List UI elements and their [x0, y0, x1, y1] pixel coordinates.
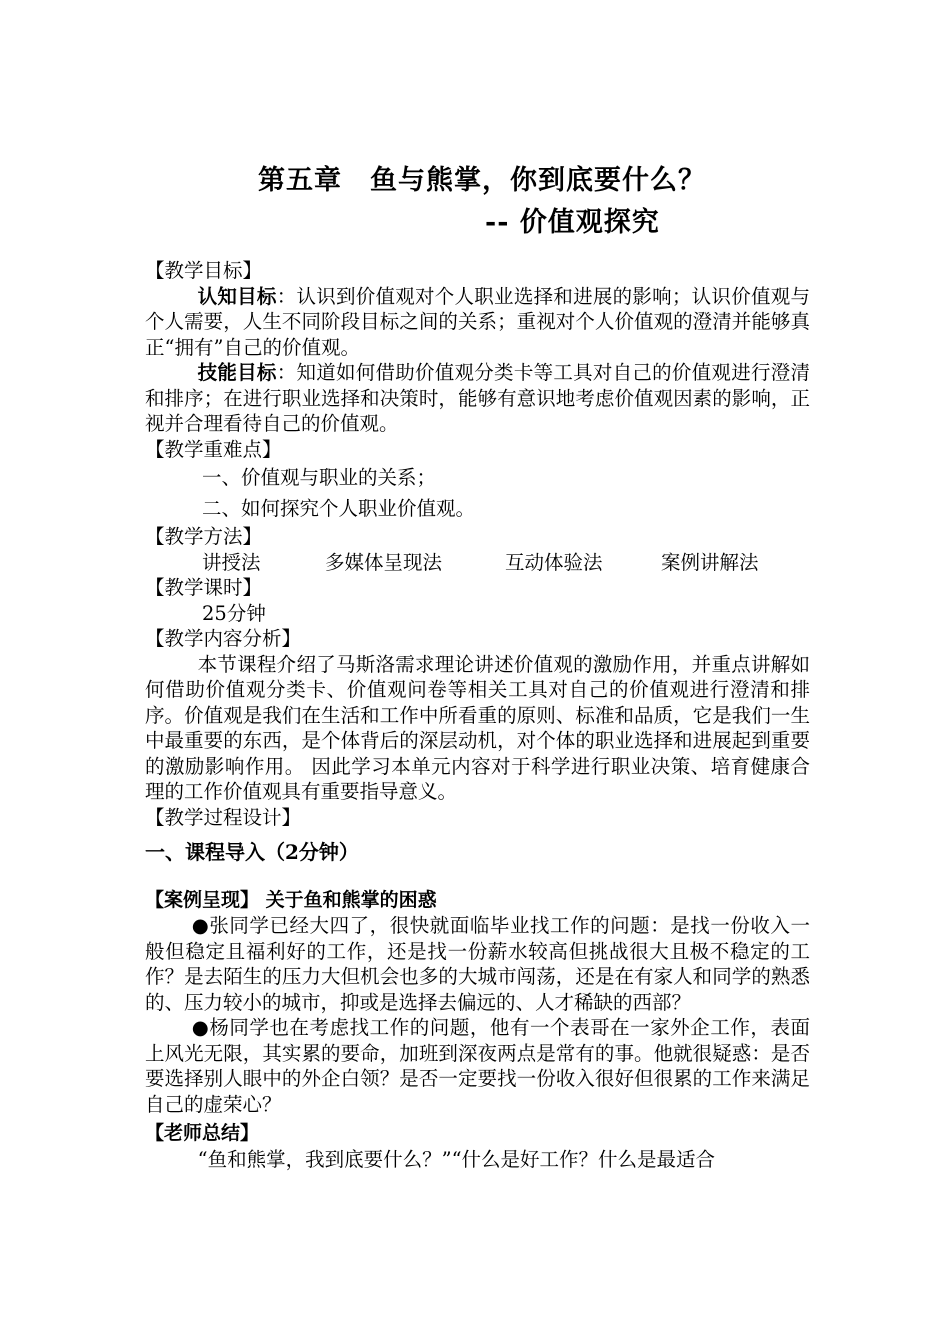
hours-header: 【教学课时】: [145, 576, 263, 599]
skill-goal-paragraph: [145, 360, 810, 437]
cognitive-goal-paragraph: [145, 284, 810, 361]
key-points-header: 【教学重难点】: [145, 437, 282, 461]
skill-goal-text: ：知道如何借助价值观分类卡等工具对自己的价值观进行澄清和排序；在进行职业选择和决策时，能够有意识地考虑价值观因素的影响，正视并合理看待自己的价值观。: [145, 361, 810, 435]
key-point-item-1: 一、价值观与职业的关系；: [202, 466, 437, 489]
cognitive-goal-text: ：认识到价值观对个人职业选择和进展的影响；认识价值观与个人需要，人生不同阶段目标之间的关系；重视对个人价值观的澄清并能够真正“拥有”自己的价值观。: [145, 284, 810, 359]
teacher-summary-text: “鱼和熊掌，我到底要什么？”“什么是好工作？什么是最适合: [197, 1147, 716, 1171]
case-header: 【案例呈现】 关于鱼和熊掌的困惑: [145, 888, 437, 911]
content-analysis-text: 本节课程介绍了马斯洛需求理论讲述价值观的激励作用，并重点讲解如何借助价值观分类卡、价值观问卷等相关工具对自己的价值观进行澄清和排序。价值观是我们在生活和工作中所看重的原则、标准和品质，它是我们一生中最重要的东西，是个体背后的深层动机，对个体的职业选择和进展起到重要的激励影响作用。 因此学习本单元内容对于科学进行职业决策、培育健康合理的工作价值观具有重要指导意义。: [145, 652, 810, 803]
case-paragraph-2: ●杨同学也在考虑找工作的问题，他有一个表哥在一家外企工作，表面上风光无限，其实累的要命，加班到深夜两点是常有的事。他就很疑惑：是否要选择别人眼中的外企白领？是否一定要找一份收入很好但很累的工作来满足自己的虚荣心？: [145, 1016, 810, 1116]
case-paragraph-1: ●张同学已经大四了，很快就面临毕业找工作的问题：是找一份收入一般但稳定且福利好的工作，还是找一份薪水较高但挑战很大且极不稳定的工作？是去陌生的压力大但机会也多的大城市闯荡，还是在有家人和同学的熟悉的、压力较小的城市，抑或是选择去偏远的、人才稀缺的西部？: [145, 914, 810, 1014]
methods-list: [145, 550, 810, 576]
chapter-subtitle: -- 价值观探究: [485, 207, 660, 238]
chapter-title: 第五章 鱼与熊掌，你到底要什么？: [258, 165, 706, 196]
key-point-item-2: 二、如何探究个人职业价值观。: [202, 496, 476, 520]
process-header: 【教学过程设计】: [145, 805, 302, 829]
section-1-title: 一、课程导入（2分钟）: [145, 840, 359, 864]
methods-header: 【教学方法】: [145, 525, 263, 548]
skill-goal-label: 技能目标: [197, 361, 277, 384]
method-item: 案例讲解法: [661, 550, 759, 574]
teaching-goals-header: 【教学目标】: [145, 259, 263, 282]
hours-value: 25分钟: [202, 601, 266, 625]
document-body: [145, 258, 810, 1172]
method-item: 互动体验法: [505, 550, 603, 574]
method-item: 讲授法: [202, 550, 261, 574]
method-item: 多媒体呈现法: [325, 550, 443, 574]
teacher-summary-header: 【老师总结】: [145, 1122, 260, 1144]
content-analysis-header: 【教学内容分析】: [145, 627, 302, 650]
cognitive-goal-label: 认知目标: [197, 284, 277, 308]
